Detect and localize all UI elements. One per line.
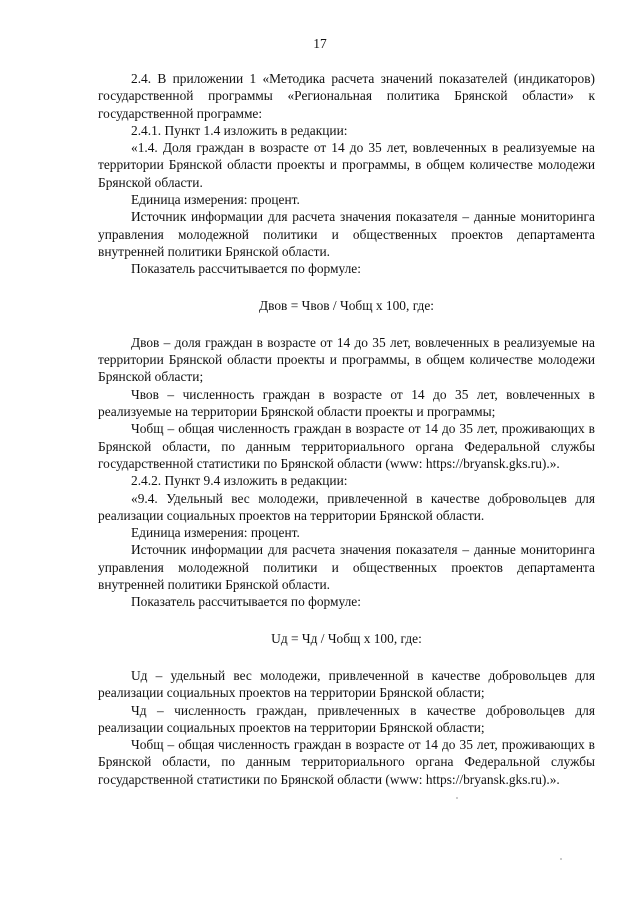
- paragraph-source-2: Источник информации для расчета значения показателя – данные мониторинга управления молодежной политики и общественных проектов департамента внутренней политики Брянской области.: [98, 542, 595, 593]
- paragraph-2-4-2: 2.4.2. Пункт 9.4 изложить в редакции:: [131, 473, 348, 489]
- paragraph-chobshch-def-2: Чобщ – общая численность граждан в возрасте от 14 до 35 лет, проживающих в Брянской области, по данным территориального органа Федеральной службы государственной статистики по Брянской области (www: https://bryansk.gks.ru).».: [98, 737, 595, 787]
- formula-dvov: Двов = Чвов / Чобщ x 100, где:: [259, 297, 434, 313]
- formula-ud: Uд = Чд / Чобщ x 100, где:: [271, 630, 422, 646]
- scan-speck: [560, 858, 562, 860]
- paragraph-9-4-definition: «9.4. Удельный вес молодежи, привлеченной в качестве добровольцев для реализации социальных проектов на территории Брянской области.: [98, 490, 595, 523]
- paragraph-source-1: Источник информации для расчета значения показателя – данные мониторинга управления молодежной политики и общественных проектов департамента внутренней политики Брянской области.: [98, 209, 595, 259]
- paragraph-chd-def: Чд – численность граждан, привлеченных в качестве добровольцев для реализации социальных проектов на территории Брянской области;: [98, 702, 595, 735]
- paragraph-formula-intro-2: Показатель рассчитывается по формуле:: [131, 594, 361, 610]
- document-body: [98, 70, 595, 788]
- paragraph-1-4-definition: «1.4. Доля граждан в возрасте от 14 до 35 лет, вовлеченных в реализуемые на территории Брянской области проекты и программы, в общем количестве молодежи Брянской области.: [98, 140, 595, 190]
- paragraph-chobshch-def-1: Чобщ – общая численность граждан в возрасте от 14 до 35 лет, проживающих в Брянской области, по данным территориального органа Федеральной службы государственной статистики по Брянской области (www: https://bryansk.gks.ru).».: [98, 421, 595, 471]
- paragraph-ud-def: Uд – удельный вес молодежи, привлеченной в качестве добровольцев для реализации социальных проектов на территории Брянской области;: [98, 667, 595, 701]
- paragraph-formula-intro-1: Показатель рассчитывается по формуле:: [131, 261, 361, 277]
- page-number: 17: [313, 36, 327, 51]
- paragraph-dvov-def: Двов – доля граждан в возрасте от 14 до 35 лет, вовлеченных в реализуемые на территории Брянской области проекты и программы, в общем количестве молодежи Брянской области;: [98, 334, 595, 385]
- paragraph-2-4-1: 2.4.1. Пункт 1.4 изложить в редакции:: [131, 122, 348, 138]
- scan-speck: [456, 797, 458, 799]
- paragraph-unit-2: Единица измерения: процент.: [131, 525, 300, 541]
- paragraph-chvov-def: Чвов – численность граждан в возрасте от 14 до 35 лет, вовлеченных в реализуемые на территории Брянской области проекты и программы;: [98, 386, 595, 420]
- paragraph-unit-1: Единица измерения: процент.: [131, 192, 300, 208]
- paragraph-2-4: 2.4. В приложении 1 «Методика расчета значений показателей (индикаторов) государственной программы «Региональная политика Брянской области» к государственной программе:: [98, 71, 595, 121]
